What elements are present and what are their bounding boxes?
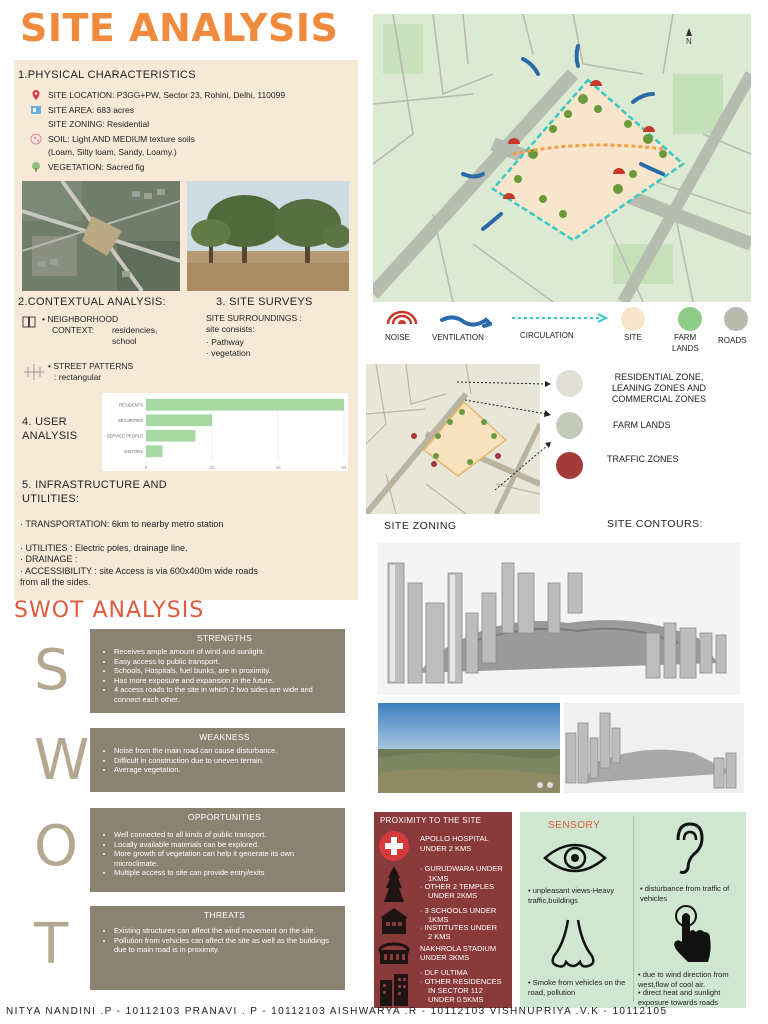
list-item: • Locally available materials can be explored. xyxy=(114,840,335,850)
temple-icon xyxy=(378,864,410,904)
legend-roads-swatch xyxy=(724,307,748,331)
traffic-zone-label: TRAFFIC ZONES xyxy=(607,454,679,464)
accessibility-text: · ACCESSIBILITY : site Access is via 600x400m wide roads xyxy=(20,566,258,576)
sensory-title: SENSORY xyxy=(548,820,601,831)
hearing-text-value: disturbance from traffic of vehicles xyxy=(640,884,730,903)
utilities-text: · UTILITIES : Electric poles, drainage line. xyxy=(20,543,188,553)
legend-roads-label: ROADS xyxy=(718,336,747,345)
opportunities-list xyxy=(114,830,335,878)
smell-text-value: Smoke from vehicles on the road, pollution xyxy=(528,978,626,997)
site-location-text: SITE LOCATION: P3GG+PW, Sector 23, Rohini, Delhi, 110099 xyxy=(48,89,286,100)
soil-icon xyxy=(30,133,42,145)
legend-site-swatch xyxy=(621,307,645,331)
neighborhood-value-2: school xyxy=(112,336,137,346)
residence-text-4: UNDER 0.5KMS xyxy=(428,995,484,1004)
chart-category-label: VISITORS xyxy=(123,448,143,454)
list-item: • Schools, Hospitals, fuel bunks, are in proximity. xyxy=(114,666,335,676)
list-item: • Well connected to all kinds of public transport. xyxy=(114,830,335,840)
ear-icon xyxy=(670,820,706,876)
zoning-row xyxy=(30,118,350,130)
list-item: • Difficult in construction due to uneven terrain. xyxy=(114,756,335,766)
school-text-4: 2 KMS xyxy=(428,932,451,941)
residential-line-1: RESIDENTIAL ZONE, xyxy=(614,372,704,382)
threats-title: THREATS xyxy=(203,910,246,920)
legend-farm-label-1: FARM xyxy=(674,333,697,342)
threats-list xyxy=(114,926,335,955)
chart-bar xyxy=(146,445,163,457)
stadium-text-1: NAKHROLA STADIUM xyxy=(420,944,497,953)
circulation-icon xyxy=(512,313,608,323)
threats-box xyxy=(90,906,345,990)
list-item: • Multiple access to site can provide entry/exits xyxy=(114,868,335,878)
site-zoning-heading: SITE ZONING xyxy=(384,520,457,532)
soil-row xyxy=(30,133,350,145)
touch-hand-icon xyxy=(670,904,714,964)
residence-text-2: · OTHER RESIDENCES xyxy=(420,977,502,986)
farm-zone-swatch xyxy=(556,412,583,439)
user-chart-svg xyxy=(102,393,348,471)
legend-noise-label: NOISE xyxy=(385,333,410,342)
farm-zone-label: FARM LANDS xyxy=(613,420,671,430)
legend-ventilation-label: VENTILATION xyxy=(432,333,484,342)
area-map-icon xyxy=(30,104,42,116)
temple-text-2: 1KMS xyxy=(428,874,449,883)
list-item: • Has more exposure and expansion in the future. xyxy=(114,676,335,686)
chart-x-tick-label: 20 xyxy=(209,465,215,470)
sight-text: • unpleasant views-Heavy traffic,buildings xyxy=(528,886,615,905)
legend-farm-label-2: LANDS xyxy=(672,344,699,353)
legend-site-label: SITE xyxy=(624,333,642,342)
survey-item-pathway: · Pathway xyxy=(206,337,244,347)
touch-text-1-value: due to wind direction from west,flow of cool air. xyxy=(638,970,729,989)
contour-side-view xyxy=(564,703,744,793)
traffic-zone-swatch xyxy=(556,452,583,479)
sensory-divider xyxy=(633,816,634,1002)
street-pattern-icon xyxy=(22,363,46,381)
transportation-text: · TRANSPORTATION: 6km to nearby metro station xyxy=(20,519,224,529)
terrain-3d-view xyxy=(378,703,560,793)
chart-category-label: SERVICE PEOPLE xyxy=(106,433,143,439)
residence-building-icon xyxy=(378,972,410,1006)
strengths-box xyxy=(90,629,345,713)
chart-category-label: RESIDENTS xyxy=(119,402,143,408)
swot-letter-s: S xyxy=(34,638,70,703)
surroundings-text: SITE SURROUNDINGS : xyxy=(206,313,302,323)
legend-circulation-label: CIRCULATION xyxy=(520,331,574,340)
eye-icon xyxy=(542,838,608,878)
aerial-site-photo xyxy=(22,181,180,291)
swot-title: SWOT ANALYSIS xyxy=(14,598,205,623)
hospital-text-2: UNDER 2 KMS xyxy=(420,844,472,853)
neighborhood-context: CONTEXT: xyxy=(52,325,95,335)
area-row xyxy=(30,104,350,116)
chart-x-tick-label: 40 xyxy=(275,465,281,470)
weakness-title: WEAKNESS xyxy=(199,732,250,742)
infra-heading-2: UTILITIES: xyxy=(22,493,80,505)
site-contour-model xyxy=(378,543,740,695)
residence-text-1: · DLF ULTIMA xyxy=(420,968,468,977)
neighborhood-label-text: NEIGHBORHOOD xyxy=(47,314,119,324)
page-title: SITE ANALYSIS xyxy=(20,6,339,50)
weakness-list xyxy=(114,746,335,775)
zoning-spacer xyxy=(30,118,42,130)
smell-text: • Smoke from vehicles on the road, pollution xyxy=(528,978,626,997)
temple-text-4: UNDER 2KMS xyxy=(428,891,478,900)
street-label-text: STREET PATTERNS xyxy=(53,361,134,371)
contextual-heading: 2.CONTEXTUAL ANALYSIS: xyxy=(18,296,166,308)
vegetation-text: VEGETATION: Sacred fig xyxy=(48,161,145,172)
swot-letter-t: T xyxy=(34,912,69,977)
list-item: • Average vegetation. xyxy=(114,765,335,775)
residential-zone-label xyxy=(600,372,718,405)
list-item: • More growth of vegetation can help it generate its own microclimate. xyxy=(114,849,335,868)
proximity-panel xyxy=(374,812,512,1008)
sight-text-value: unpleasant views-Heavy traffic,buildings xyxy=(528,886,615,905)
site-zoning-text: SITE ZONING: Residential xyxy=(48,118,150,129)
swot-letter-o: O xyxy=(34,814,79,879)
school-text-2: 1KMS xyxy=(428,915,449,924)
list-item: • Noise from the main road can cause disturbance. xyxy=(114,746,335,756)
drainage-text: · DRAINAGE : xyxy=(20,554,78,564)
strengths-list xyxy=(114,647,335,704)
ventilation-icon xyxy=(440,314,492,330)
hospital-icon xyxy=(378,830,410,862)
temple-text-3: · OTHER 2 TEMPLES xyxy=(420,882,495,891)
hospital-text-1: APOLLO HOSPITAL xyxy=(420,834,489,843)
street-label: • STREET PATTERNS xyxy=(48,361,134,371)
nose-icon xyxy=(546,918,600,974)
residence-text-3: IN SECTOR 112 xyxy=(428,986,483,995)
physical-heading: 1.PHYSICAL CHARACTERISTICS xyxy=(18,69,196,81)
list-item: • Easy access to public transport. xyxy=(114,657,335,667)
sensory-panel xyxy=(520,812,746,1008)
residential-line-3: COMMERCIAL ZONES xyxy=(611,394,707,404)
chart-category-label: SECURITIES xyxy=(117,417,143,423)
chart-bar xyxy=(146,414,212,426)
book-icon xyxy=(22,316,36,328)
weakness-box xyxy=(90,728,345,792)
chart-x-tick-label: 0 xyxy=(144,465,148,470)
neighborhood-label: • NEIGHBORHOOD xyxy=(42,314,119,324)
list-item: • 4 access roads to the site in which 2 two sides are wide and connect each other. xyxy=(114,685,335,704)
site-analysis-map xyxy=(373,14,751,302)
infra-heading-1: 5. INFRASTRUCTURE AND xyxy=(22,479,168,491)
list-item: • Receives ample amount of wind and sunlight. xyxy=(114,647,335,657)
chart-bar xyxy=(146,430,196,442)
stadium-icon xyxy=(378,940,410,968)
residential-line-2: LEANING ZONES AND xyxy=(611,383,707,393)
location-pin-icon xyxy=(30,89,42,101)
consists-text: site consists: xyxy=(206,324,255,334)
residential-zone-swatch xyxy=(556,370,583,397)
sacred-fig-tree-photo xyxy=(187,181,349,291)
opportunities-box xyxy=(90,808,345,892)
list-item: • Pollution from vehicles can affect the site as well as the buildings due to main road is in proximity. xyxy=(114,936,335,955)
temple-text-1: · GURUDWARA UNDER xyxy=(420,864,503,873)
touch-text-2: • direct heat and sunlight exposure towards roads xyxy=(638,988,721,1007)
zoning-pointer-lines xyxy=(455,372,560,502)
street-value: : rectangular xyxy=(54,372,102,382)
chart-bar xyxy=(146,399,344,411)
school-icon xyxy=(378,906,410,936)
user-heading-1: 4. USER xyxy=(22,416,67,428)
stadium-text-2: UNDER 3KMS xyxy=(420,953,470,962)
school-text-3: · INSTITUTES UNDER xyxy=(420,923,498,932)
swot-letter-w: W xyxy=(34,728,90,793)
hearing-text: • disturbance from traffic of vehicles xyxy=(640,884,730,903)
touch-text-1: • due to wind direction from west,flow of cool air. xyxy=(638,970,729,989)
soil-text: SOIL: Light AND MEDIUM texture soils xyxy=(48,133,195,144)
surveys-heading: 3. SITE SURVEYS xyxy=(216,296,313,308)
user-analysis-chart xyxy=(102,393,348,471)
site-area-text: SITE AREA: 683 acres xyxy=(48,104,134,115)
legend-farm-swatch xyxy=(678,307,702,331)
neighborhood-value-1: residencies, xyxy=(112,325,158,335)
survey-item-vegetation: · vegetation xyxy=(206,348,251,358)
location-row xyxy=(30,89,350,101)
strengths-title: STRENGTHS xyxy=(196,633,253,643)
north-label: N xyxy=(686,37,692,46)
school-text-1: · 3 SCHOOLS UNDER xyxy=(420,906,497,915)
accessibility-text-2: from all the sides. xyxy=(20,577,91,587)
list-item: • Existing structures can affect the wind movement on the site. xyxy=(114,926,335,936)
touch-text-2-value: direct heat and sunlight exposure towards roads xyxy=(638,988,721,1007)
tree-icon xyxy=(30,161,42,173)
soil-detail-text: (Loam, Silty loam, Sandy, Loamy.) xyxy=(48,147,177,157)
vegetation-row xyxy=(30,161,350,173)
user-heading-2: ANALYSIS xyxy=(22,430,78,442)
authors-footer: NITYA NANDINI .P - 10112103 PRANAVI . P - 10112103 AISHWARYA .R - 10112103 VISHNUPRIYA .V.K - 10112105 xyxy=(6,1006,668,1017)
chart-x-tick-label: 60 xyxy=(341,465,347,470)
site-contours-heading: SITE CONTOURS: xyxy=(607,518,704,530)
proximity-title: PROXIMITY TO THE SITE xyxy=(380,816,482,825)
noise-icon xyxy=(384,310,420,324)
opportunities-title: OPPORTUNITIES xyxy=(187,812,262,822)
